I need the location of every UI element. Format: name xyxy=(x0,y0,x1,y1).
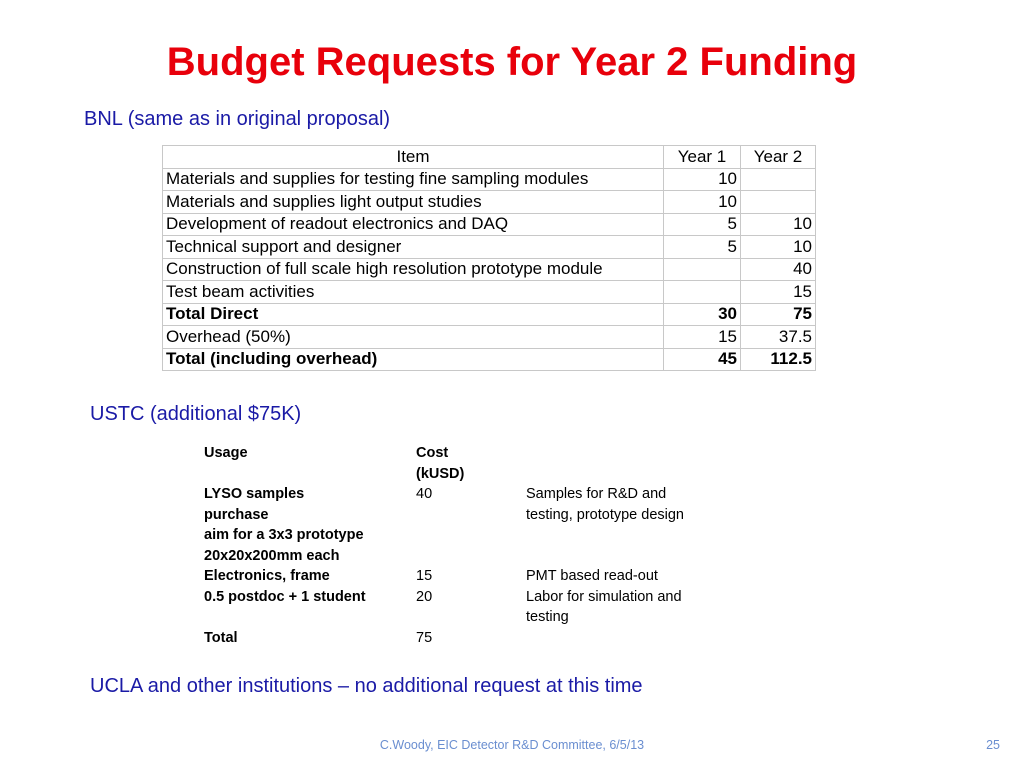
note-line: Samples for R&D and xyxy=(526,486,667,502)
column-header-usage: Usage xyxy=(204,445,248,461)
row-year1: 10 xyxy=(664,191,741,214)
row-cost: 15 xyxy=(416,568,433,584)
row-note xyxy=(522,587,730,628)
row-year1: 45 xyxy=(664,348,741,371)
row-cost: 40 xyxy=(416,486,433,502)
ucla-heading: UCLA and other institutions – no additional request at this time xyxy=(90,675,643,697)
row-item: Construction of full scale high resolution prototype module xyxy=(163,258,664,281)
row-year1: 15 xyxy=(664,326,741,349)
bnl-budget-table xyxy=(162,145,816,371)
usage-line: purchase xyxy=(204,506,269,523)
row-item: Overhead (50%) xyxy=(163,326,664,349)
table-row xyxy=(163,258,816,281)
table-row xyxy=(163,236,816,259)
row-year2: 15 xyxy=(741,281,816,304)
row-year1: 30 xyxy=(664,303,741,326)
overhead-row xyxy=(163,326,816,349)
row-usage xyxy=(200,484,412,566)
note-line: testing, prototype design xyxy=(526,506,684,523)
row-cost: 20 xyxy=(416,588,433,605)
total-with-overhead-row xyxy=(163,348,816,371)
row-year1 xyxy=(664,281,741,304)
row-year1: 5 xyxy=(664,236,741,259)
page-number: 25 xyxy=(986,738,1000,752)
row-usage: Total xyxy=(204,629,238,646)
row-item: Technical support and designer xyxy=(163,236,664,259)
slide-footer: C.Woody, EIC Detector R&D Committee, 6/5/13 xyxy=(379,738,645,752)
usage-line: 20x20x200mm each xyxy=(204,547,340,564)
row-cost: 75 xyxy=(416,629,433,646)
row-item: Materials and supplies for testing fine sampling modules xyxy=(163,168,664,191)
column-header-year1: Year 1 xyxy=(664,146,741,169)
row-item: Development of readout electronics and DAQ xyxy=(163,213,664,236)
row-year1: 5 xyxy=(664,213,741,236)
row-note xyxy=(522,484,730,566)
row-year2: 75 xyxy=(741,303,816,326)
row-item: Total Direct xyxy=(163,303,664,326)
row-year2 xyxy=(741,168,816,191)
column-header-note xyxy=(522,443,730,484)
row-usage: 0.5 postdoc + 1 student xyxy=(204,588,366,605)
row-year2 xyxy=(741,191,816,214)
table-row xyxy=(163,213,816,236)
row-year2: 37.5 xyxy=(741,326,816,349)
row-item: Materials and supplies light output studies xyxy=(163,191,664,214)
ustc-heading: USTC (additional $75K) xyxy=(90,403,302,425)
row-year1: 10 xyxy=(664,168,741,191)
table-row xyxy=(163,281,816,304)
row-year2: 10 xyxy=(741,236,816,259)
table-row xyxy=(163,168,816,191)
total-direct-row xyxy=(163,303,816,326)
row-item: Total (including overhead) xyxy=(163,348,664,371)
column-header-year2: Year 2 xyxy=(741,146,816,169)
cost-header-unit: (kUSD) xyxy=(416,465,465,482)
row-note: PMT based read-out xyxy=(526,568,658,584)
bnl-heading: BNL (same as in original proposal) xyxy=(84,108,391,130)
table-row xyxy=(200,484,730,566)
table-row xyxy=(200,566,730,587)
table-row xyxy=(200,587,730,628)
row-year2: 10 xyxy=(741,213,816,236)
row-year2: 40 xyxy=(741,258,816,281)
ustc-total-row xyxy=(200,628,730,649)
ustc-header-row xyxy=(200,443,730,484)
ustc-budget-table xyxy=(200,443,730,648)
usage-line: aim for a 3x3 prototype xyxy=(204,527,364,543)
usage-line: LYSO samples xyxy=(204,486,305,502)
row-year2: 112.5 xyxy=(741,348,816,371)
note-line: testing xyxy=(526,609,569,625)
row-note xyxy=(522,628,730,649)
bnl-header-row xyxy=(163,146,816,169)
column-header-cost xyxy=(412,443,522,484)
column-header-item: Item xyxy=(163,146,664,169)
row-usage: Electronics, frame xyxy=(204,568,330,584)
row-item: Test beam activities xyxy=(163,281,664,304)
note-line: Labor for simulation and xyxy=(526,588,682,605)
row-year1 xyxy=(664,258,741,281)
slide-title: Budget Requests for Year 2 Funding xyxy=(166,40,858,84)
table-row xyxy=(163,191,816,214)
cost-header-line: Cost xyxy=(416,445,449,461)
